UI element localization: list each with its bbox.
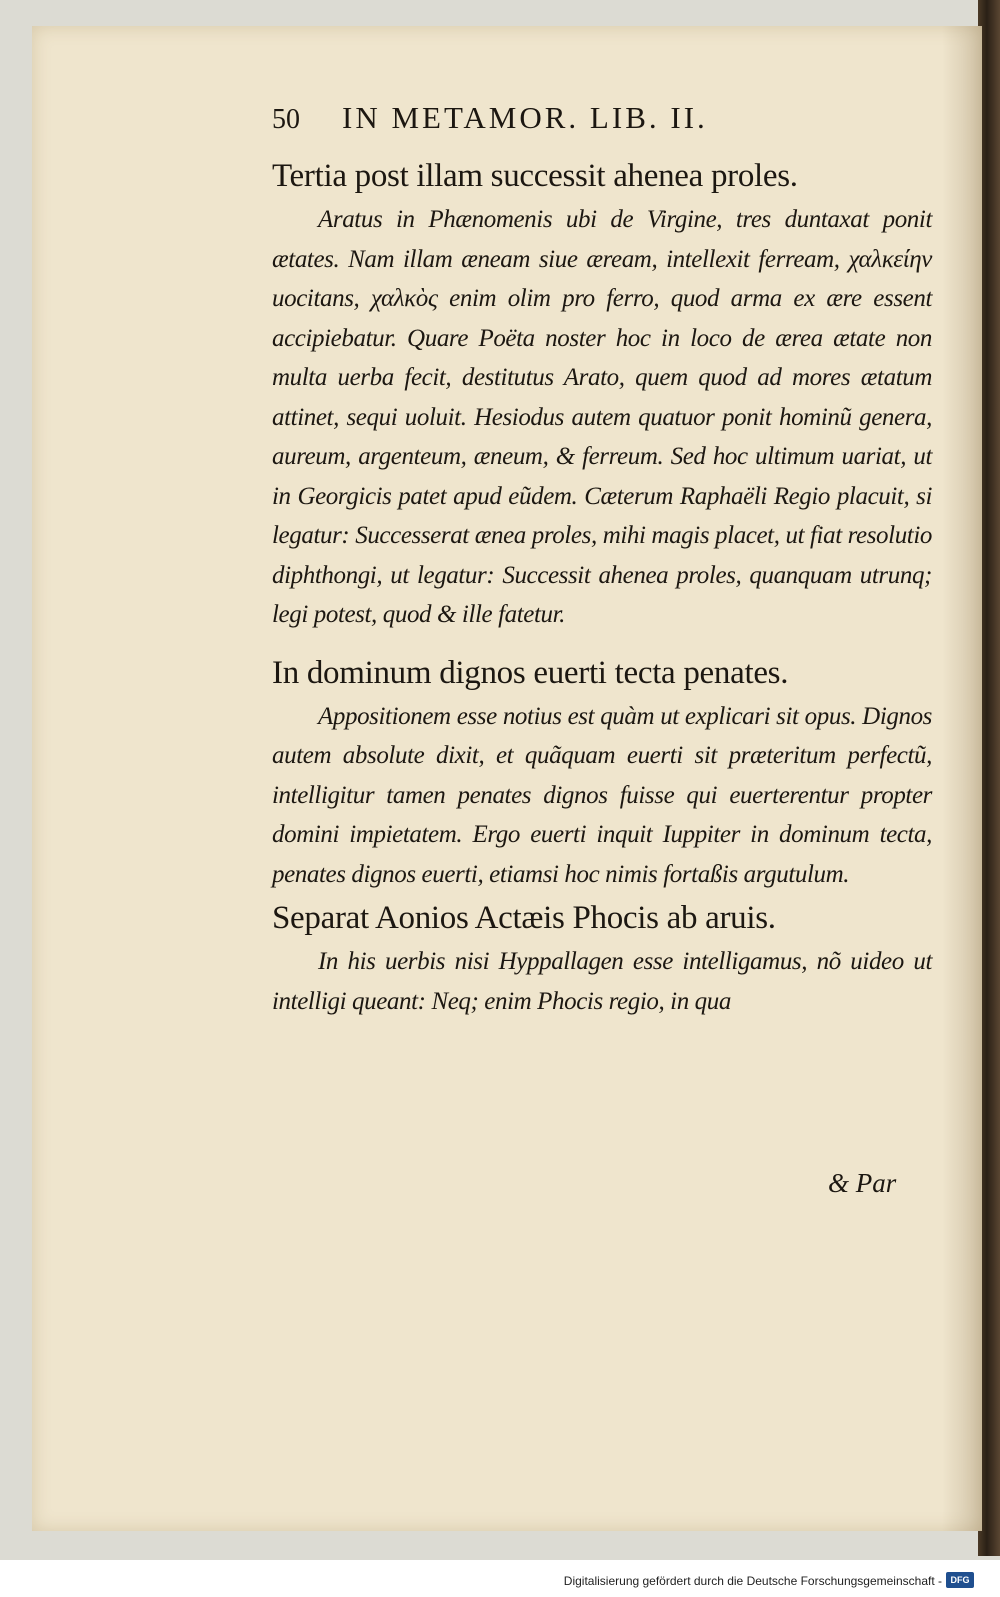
lemma-heading: Separat Aonios Actæis Phocis ab aruis. [272, 900, 776, 936]
running-title: IN METAMOR. LIB. II. [342, 100, 708, 135]
commentary-text: Aratus in Phænomenis ubi de Virgine, tres duntaxat ponit ætates. Nam illam æneam siue æream, intellexit ferream, χαλκείην uocitans, χαλκὸς enim olim pro ferro, quod arma ex ære essent accipiebatur. Quare Poëta noster hoc in loco de ærea ætate non multa uerba fecit, destitutus Arato, quem quod ad mores ætatum attinet, sequi uoluit. Hesiodus autem quatuor ponit hominũ genera, aureum, argenteum, æneum, & ferreum. Sed hoc ultimum uariat, ut in Georgicis patet apud eũdem. Cæterum Raphaëli Regio placuit, si legatur: Successerat ænea proles, mihi magis placet, ut fiat resolutio diphthongi, ut legatur: Successit ahenea proles, quanquam utrunq; legi potest, quod & ille fatetur. [272, 206, 932, 628]
commentary-paragraph [272, 697, 932, 895]
commentary-paragraph [272, 200, 932, 635]
page-gutter-shadow [942, 26, 982, 1531]
dfg-logo-icon: DFG [946, 1572, 974, 1588]
catchword: & Par [828, 1168, 897, 1198]
lemma-heading: Tertia post illam successit ahenea proles. [272, 158, 798, 194]
commentary-text: Appositionem esse notius est quàm ut explicari sit opus. Dignos autem absolute dixit, et quãquam euerti sit præteritum perfectũ, intelligitur tamen penates dignos fuisse qui euerterentur propter domini impietatem. Ergo euerti inquit Iuppiter in dominum tecta, penates dignos euerti, etiamsi hoc nimis fortaßis argutulum. [272, 702, 932, 888]
page-text-block [272, 100, 932, 1021]
running-head [272, 100, 932, 152]
funding-credit: Digitalisierung gefördert durch die Deutsche Forschungsgemeinschaft - [563, 1574, 942, 1588]
commentary-paragraph [272, 942, 932, 1021]
page-number: 50 [272, 104, 300, 135]
lemma-heading: In dominum dignos euerti tecta penates. [272, 654, 789, 691]
commentary-text: In his uerbis nisi Hyppallagen esse intelligamus, nõ uideo ut intelligi queant: Neq; enim Phocis regio, in qua [272, 948, 932, 1015]
